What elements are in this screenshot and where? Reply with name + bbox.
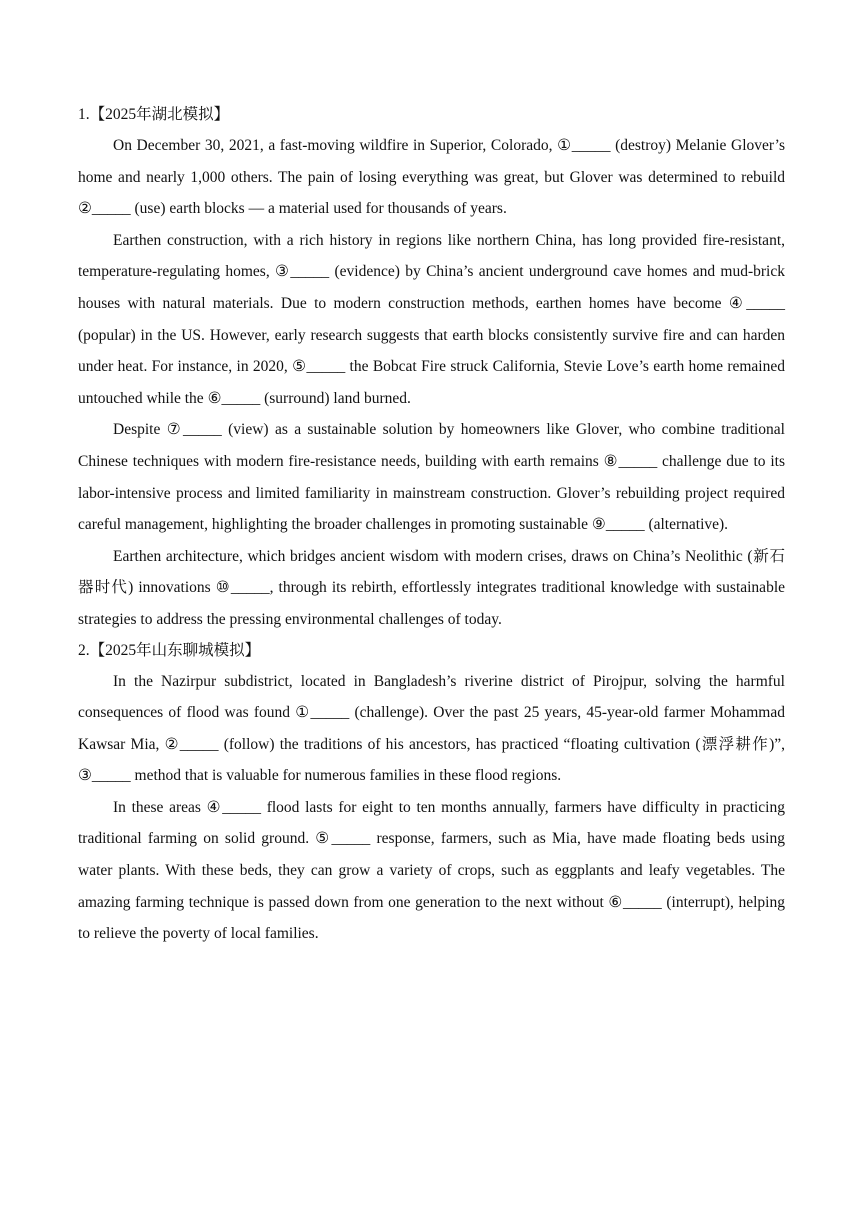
question-2-paragraph-2: In these areas ④_____ flood lasts for eight to ten months annually, farmers have difficulty in practicing traditional farming on solid ground. ⑤_____ response, farmers, such as Mia, have made floating beds using water plants. With these beds, they can grow a variety of crops, such as eggplants and leafy vegetables. The amazing farming technique is passed down from one generation to the next without ⑥_____ (interrupt), helping to relieve the poverty of local families. — [78, 798, 785, 943]
question-1-paragraph-3: Despite ⑦_____ (view) as a sustainable solution by homeowners like Glover, who combine traditional Chinese techniques with modern fire-resistance needs, building with earth remains ⑧_____ challenge due to its labor-intensive process and limited familiarity in mainstream construction. Glover’s rebuilding project required careful management, highlighting the broader challenges in promoting sustainable ⑨_____ (alternative). — [78, 421, 785, 534]
question-1-paragraph-4: Earthen architecture, which bridges ancient wisdom with modern crises, draws on China’s Neolithic (新石器时代) innovations ⑩_____, through its rebirth, effortlessly integrates traditional knowledge with sustainable strategies to address the pressing environmental challenges of today. — [78, 547, 785, 628]
question-1-paragraph-2: Earthen construction, with a rich history in regions like northern China, has long provided fire-resistant, temperature-regulating homes, ③_____ (evidence) by China’s ancient underground cave homes and mud-brick houses with natural materials. Due to modern construction methods, earthen homes have become ④_____ (popular) in the US. However, early research suggests that earth blocks consistently survive fire and can harden under heat. For instance, in 2020, ⑤_____ the Bobcat Fire struck California, Stevie Love’s earth home remained untouched while the ⑥_____ (surround) land burned. — [78, 231, 785, 407]
question-1-heading: 1.【2025年湖北模拟】 — [78, 106, 230, 123]
question-2 — [78, 636, 785, 950]
question-1-paragraph-1: On December 30, 2021, a fast-moving wildfire in Superior, Colorado, ①_____ (destroy) Melanie Glover’s home and nearly 1,000 others. The pain of losing everything was great, but Glover was determined to rebuild ②_____ (use) earth blocks — a material used for thousands of years. — [78, 137, 785, 218]
question-2-heading: 2.【2025年山东聊城模拟】 — [78, 641, 261, 659]
question-2-paragraph-1: In the Nazirpur subdistrict, located in Bangladesh’s riverine district of Pirojpur, solving the harmful consequences of flood was found ①_____ (challenge). Over the past 25 years, 45-year-old farmer Mohammad Kawsar Mia, ②_____ (follow) the traditions of his ancestors, has practiced “floating cultivation (漂浮耕作)”, ③_____ method that is valuable for numerous families in these flood regions. — [78, 672, 785, 785]
question-1 — [78, 100, 785, 636]
document-page — [78, 100, 785, 950]
